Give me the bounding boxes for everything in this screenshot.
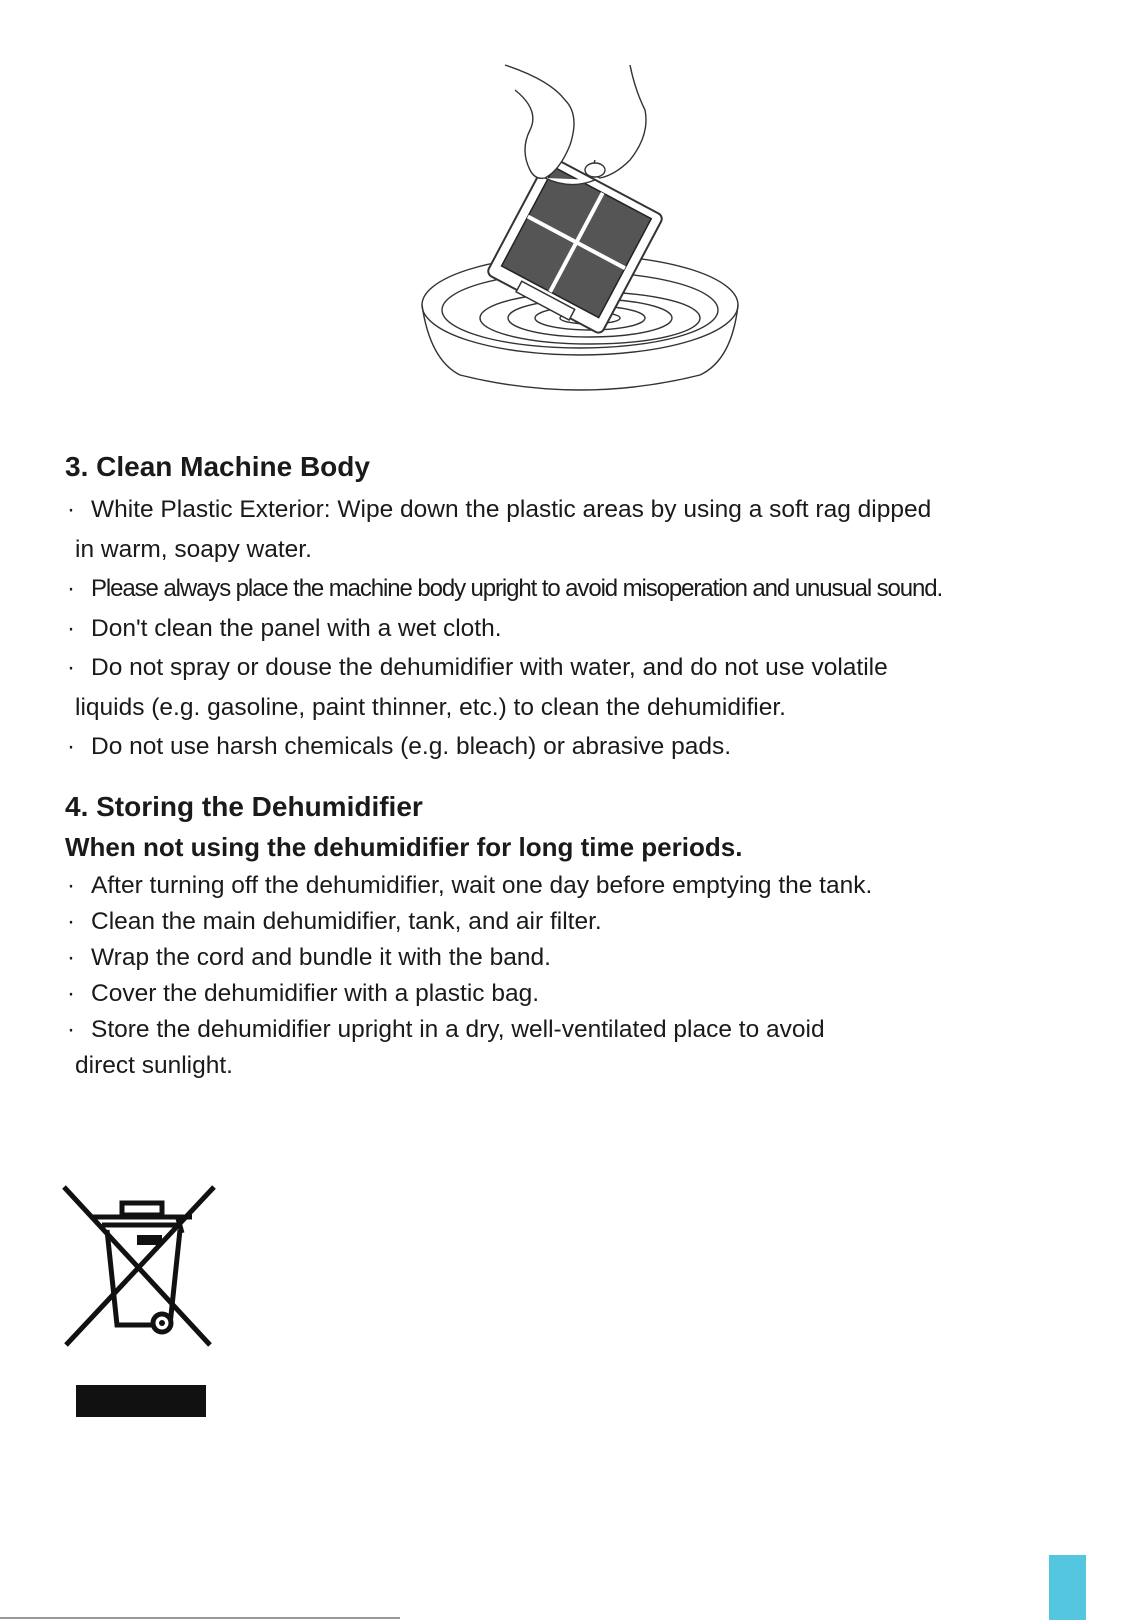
crossed-out-wheelie-bin-icon [62,1185,222,1425]
list-item-text-continued: direct sunlight. [75,1052,233,1079]
bullet-icon: · [67,1016,75,1043]
list-item-text: Do not spray or douse the dehumidifier with water, and do not use volatile [91,654,888,681]
page-tab-marker [1049,1555,1086,1620]
list-item [65,976,1107,1012]
list-item-text: After turning off the dehumidifier, wait one day before emptying the tank. [91,872,873,899]
list-item [65,940,1107,976]
section-heading: 4. Storing the Dehumidifier [65,791,423,822]
list-item [65,569,1107,609]
list-item [65,1012,1107,1084]
bullet-list [65,490,1107,767]
section-heading: 3. Clean Machine Body [65,451,370,482]
bullet-icon: · [67,908,75,935]
bullet-icon: · [67,654,75,681]
list-item-text: Do not use harsh chemicals (e.g. bleach) or abrasive pads. [91,733,732,760]
list-item [65,490,1107,569]
bullet-icon: · [67,575,75,602]
bullet-icon: · [67,872,75,899]
bullet-icon: · [67,496,75,523]
list-item-text: Don't clean the panel with a wet cloth. [91,614,502,642]
list-item [65,904,1107,940]
list-item-text: Please always place the machine body upright to avoid misoperation and unusual sound. [91,575,943,602]
list-item [65,868,1107,904]
section-clean-machine-body [65,450,1107,767]
list-item [65,609,1107,649]
list-item [65,727,1107,767]
list-item-text: Store the dehumidifier upright in a dry, well-ventilated place to avoid [91,1016,825,1043]
section-subheading: When not using the dehumidifier for long time periods. [65,832,743,862]
list-item-text-continued: liquids (e.g. gasoline, paint thinner, etc.) to clean the dehumidifier. [75,693,786,721]
bullet-icon: · [67,980,75,1007]
list-item-text: White Plastic Exterior: Wipe down the plastic areas by using a soft rag dipped [91,496,932,523]
list-item-text: Clean the main dehumidifier, tank, and air filter. [91,908,602,935]
list-item-text-continued: in warm, soapy water. [75,535,312,563]
bullet-icon: · [67,733,75,760]
bullet-list [65,868,1107,1084]
list-item-text: Wrap the cord and bundle it with the band. [91,944,551,971]
list-item [65,648,1107,727]
section-storing-dehumidifier [65,790,1107,1084]
list-item-text: Cover the dehumidifier with a plastic bag. [91,980,540,1007]
bullet-icon: · [67,944,75,971]
bullet-icon: · [67,614,75,642]
footer-divider [0,1617,400,1619]
filter-washing-illustration [420,60,770,405]
